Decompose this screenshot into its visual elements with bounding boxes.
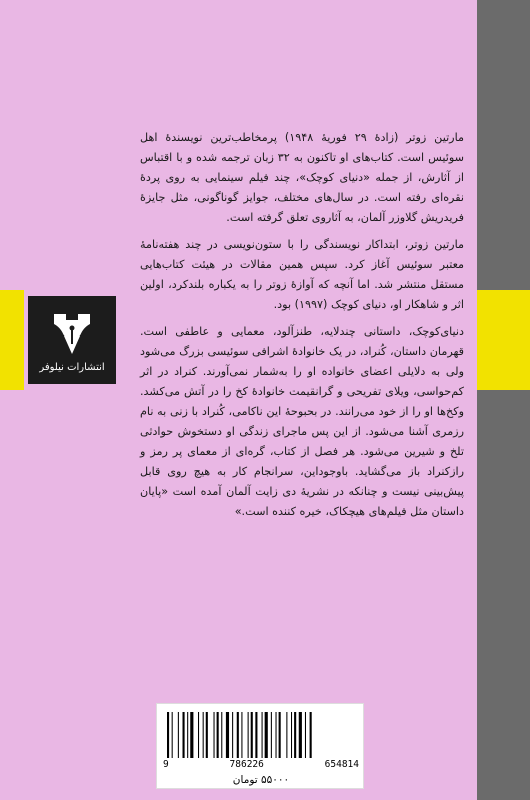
isbn-left-group: 786226 xyxy=(229,759,264,770)
description-paragraph: مارتین زوتر (زادهٔ ۲۹ فوریهٔ ۱۹۴۸) پرمخاطب‌ترین نویسندهٔ اهل سوئیس است. کتاب‌های او تاکنون به ۳۲ زبان ترجمه شده و با اقتباس از آثارش، از جمله «دنیای کوچک»، چند فیلم سینمایی به روی پردهٔ نقره‌ای رفته است. در سال‌های مختلف، جوایز گوناگونی، مثل جایزهٔ فریدریش گلاوزر آلمان، به آثاروی تعلق گرفته است. xyxy=(140,131,464,224)
book-description xyxy=(140,128,464,522)
barcode-label xyxy=(156,703,364,789)
pen-nib-icon xyxy=(50,310,94,356)
description-paragraph: دنیای‌کوچک، داستانی چندلایه، طنزآلود، معمایی و عاطفی است. قهرمان داستان، کُنراد، در یک خانوادهٔ اشرافی سوئیسی بزرگ می‌شود ولی به دلایلی اعضای خانواده او را به‌شمار نمی‌آورند. کنراد در اثر کم‌حواسی، ویلای تفریحی و گرانقیمت خانوادهٔ کخ را در آتش می‌کشد. وکخ‌ها او را از خود می‌رانند. در بحبوحهٔ این ناکامی، کُنراد با زنی به نام رزمری آشنا می‌شود. از این پس ماجرای زندگی او دستخوش حوادثی تلخ و شیرین می‌شود. هر فصل از کتاب، گره‌ای از معمای پر رمز و رازکنراد باز می‌گشاید. باوجوداین، سرانجام کار به هیچ روی قابل پیش‌بینی نیست و چنانکه در نشریهٔ دی زایت آلمان آمده است «پایان داستان مثل فیلم‌های هیچکاک، خیره کننده است.» xyxy=(140,325,464,518)
spine-strip xyxy=(477,0,530,800)
isbn-right-group: 654814 xyxy=(324,759,359,770)
description-paragraph: مارتین زوتر، ابتداکار نویسندگی را با ستون‌نویسی در چند هفته‌نامهٔ معتبر سوئیس آغاز کرد. سپس همین مقالات در هیئت کتاب‌هایی مستقل منتشر شد. اما آنچه که آوازهٔ زوتر را به یکباره بلندکرد، اولین اثر و شاهکار او، دنیای کوچک (۱۹۹۷) بود. xyxy=(140,238,464,311)
isbn-digits xyxy=(163,759,359,770)
publisher-logo xyxy=(28,296,116,384)
price-label: ۵۵۰۰۰ تومان xyxy=(232,774,290,786)
barcode-icon xyxy=(167,712,355,758)
isbn-prefix: 9 xyxy=(163,759,169,770)
publisher-name: انتشارات نیلوفر xyxy=(39,362,105,373)
